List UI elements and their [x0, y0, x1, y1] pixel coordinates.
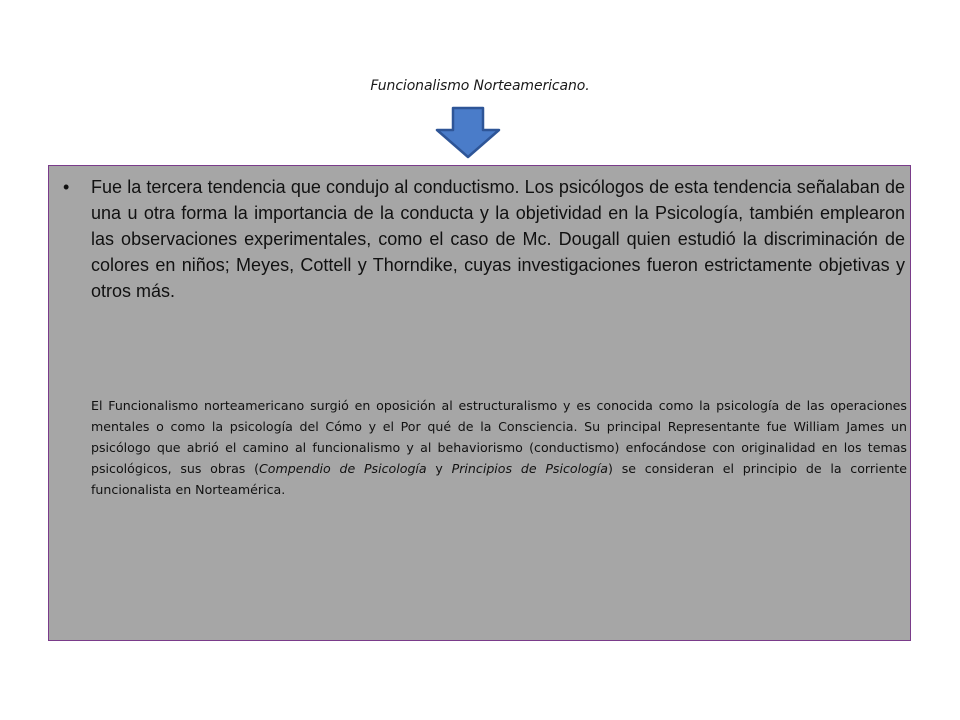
arrow-down-icon — [434, 106, 502, 160]
bullet-marker: • — [63, 177, 70, 197]
work-title-principios: Principios de Psicología — [451, 461, 609, 476]
bullet-text: Fue la tercera tendencia que condujo al conductismo. Los psicólogos de esta tendencia señalaban de una u otra forma la importancia de la conducta y la objetividad en la Psicología, también emplearon las observaciones experimentales, como el caso de Mc. Dougall quien estudió la discriminación de colores en niños; Meyes, Cottell y Thorndike, cuyas investigaciones fueron estrictamente objetivas y otros más. — [91, 177, 905, 301]
paragraph-text-start: El Funcionalismo norteamericano surgió en oposición al estructuralismo y es conocida como la psicología de las operaciones mentales o como la psicología del Cómo y el Por qué de la Consciencia. Su principal Representante fue William James un psicólogo que abrió el camino al funcionalismo y al behaviorismo (conductismo) enfocándose con originalidad en los temas psicológicos, sus obras ( — [91, 398, 907, 476]
description-paragraph — [91, 395, 907, 500]
paragraph-text-and: y — [435, 461, 452, 476]
slide-title: Funcionalismo Norteamericano. — [370, 78, 590, 94]
work-title-compendio: Compendio de Psicología — [259, 461, 427, 476]
content-box — [48, 165, 911, 641]
paragraph-text-end: ) se consideran el principio de la corriente funcionalista en Norteamérica. — [91, 461, 907, 497]
bullet-item — [63, 174, 909, 304]
